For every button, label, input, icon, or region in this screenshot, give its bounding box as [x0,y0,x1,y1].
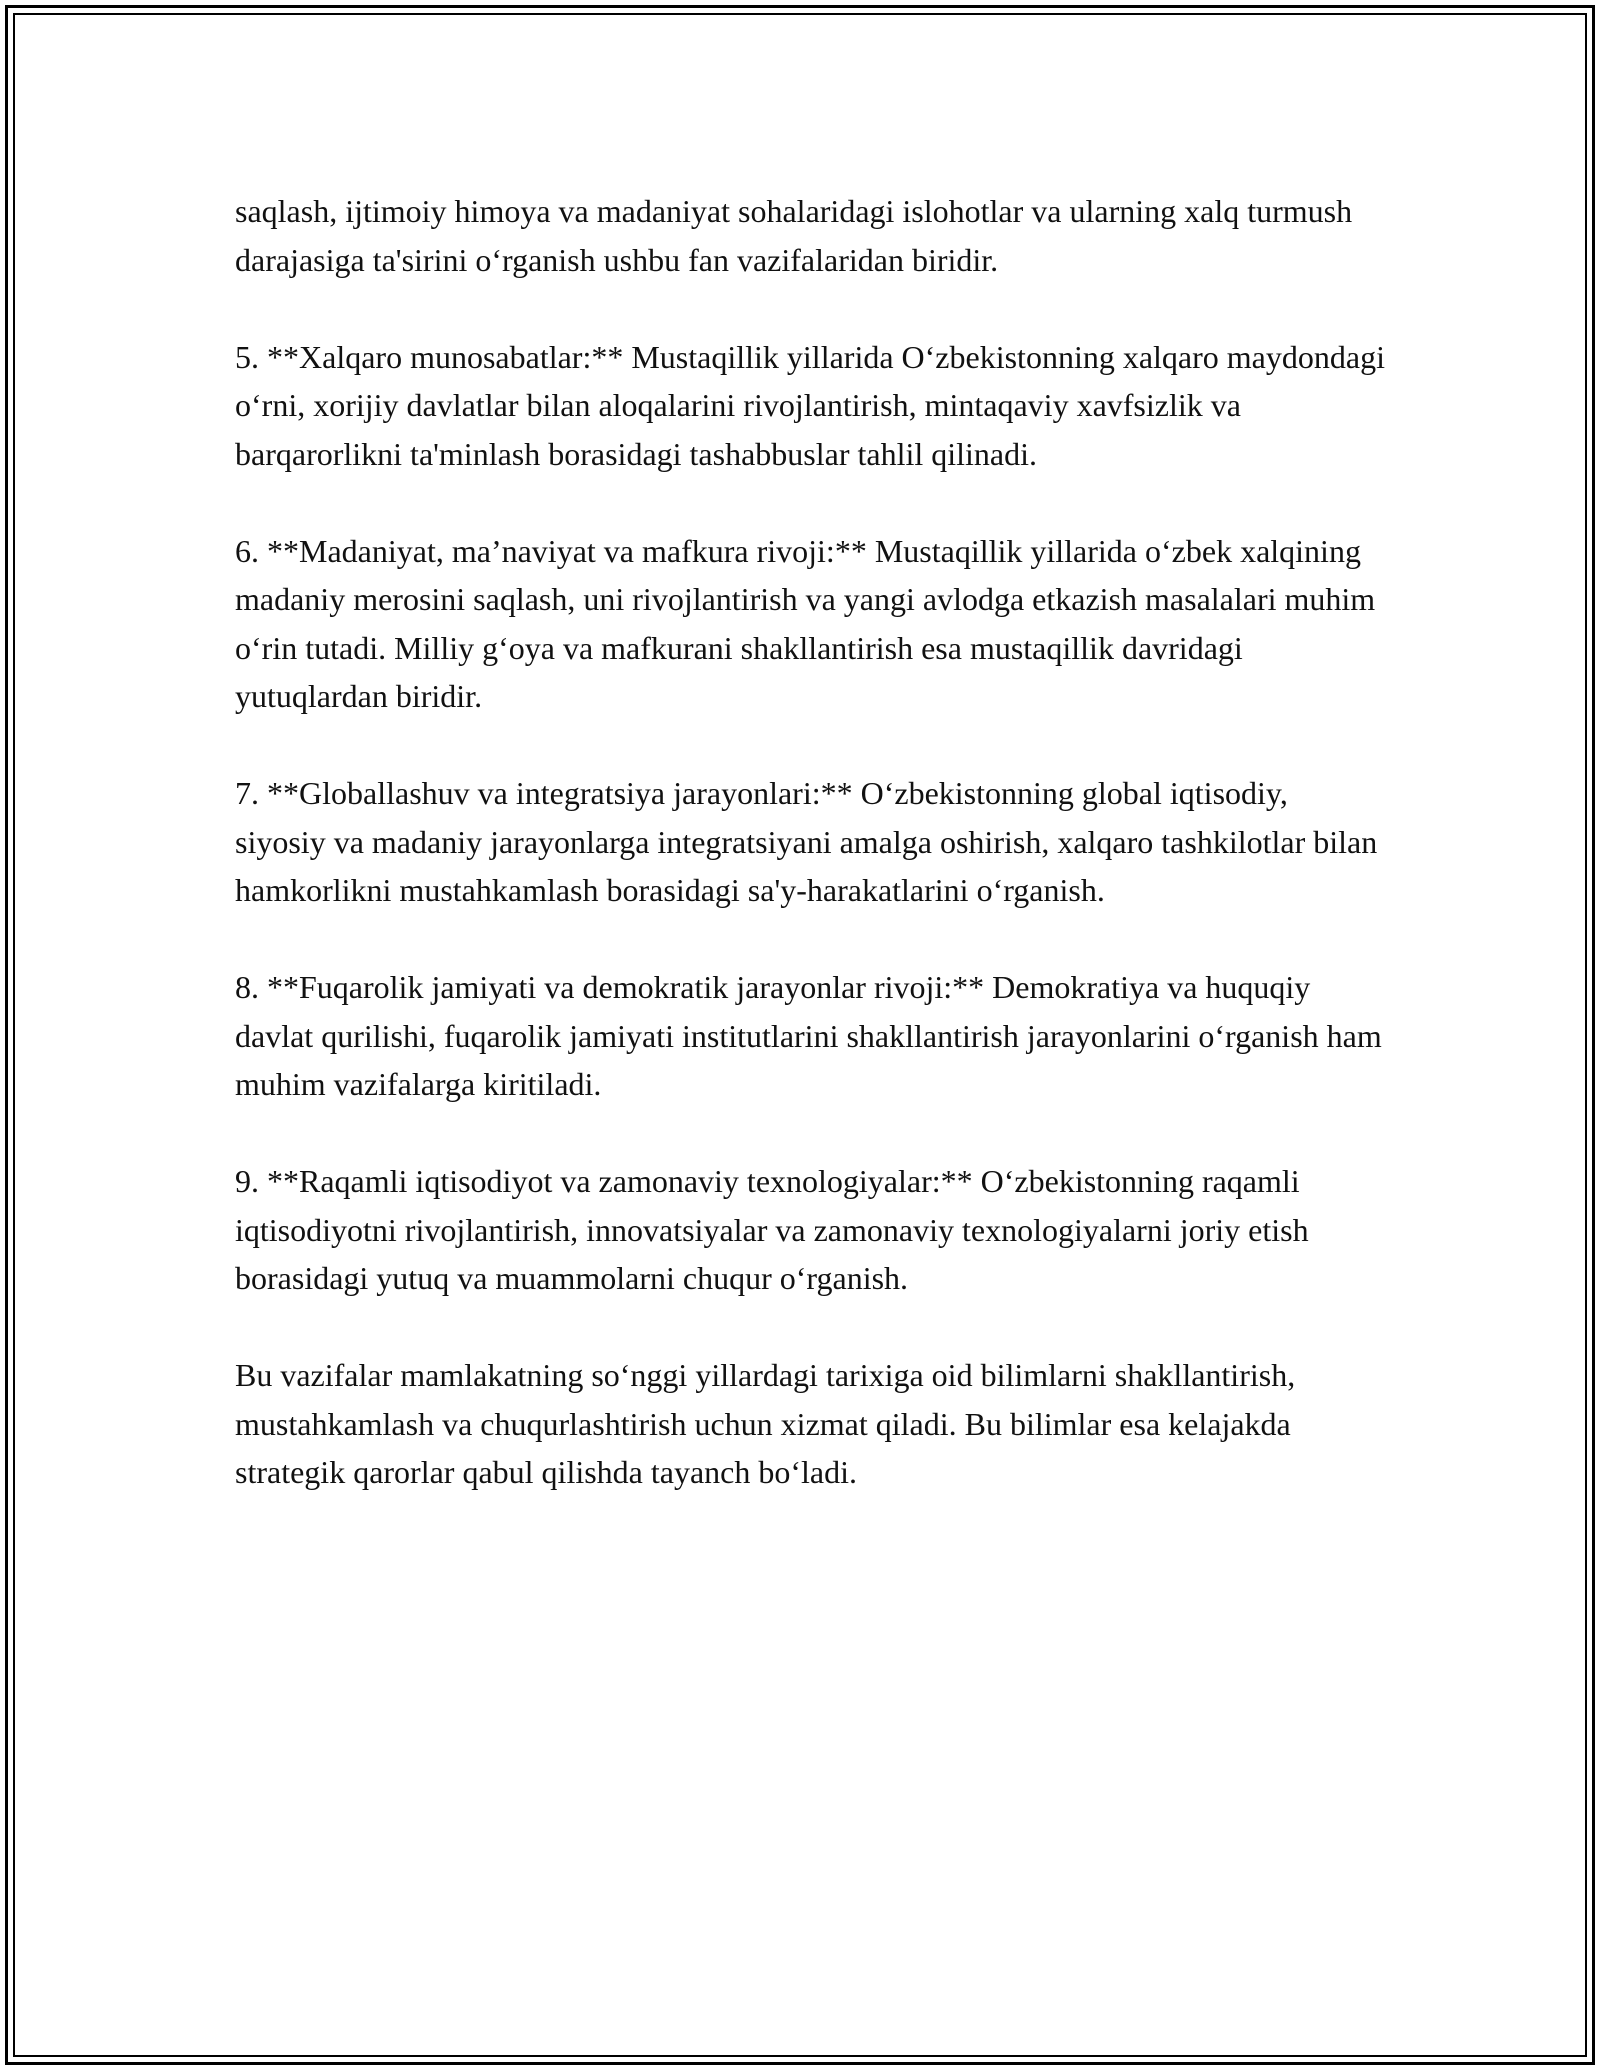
paragraph-item-5: 5. **Xalqaro munosabatlar:** Mustaqillik yillarida O‘zbekistonning xalqaro maydondagi o‘rni, xorijiy davlatlar bilan aloqalarini rivojlantirish, mintaqaviy xavfsizlik va barqarorlikni ta'minlash borasidagi tashabbuslar tahlil qilinadi. [235,338,1385,472]
paragraph-item-7: 7. **Globallashuv va integratsiya jarayonlari:** O‘zbekistonning global iqtisodiy, siyosiy va madaniy jarayonlarga integratsiyani amalga oshirish, xalqaro tashkilotlar bilan hamkorlikni mustahkamlash borasidagi sa'y-harakatlarini o‘rganish. [235,775,1378,908]
document-body [235,187,1385,1497]
paragraph-item-8: 8. **Fuqarolik jamiyati va demokratik jarayonlar rivoji:** Demokratiya va huquqiy davlat qurilishi, fuqarolik jamiyati institutlarini shakllantirish jarayonlarini o‘rganish ham muhim vazifalarga kiritiladi. [235,969,1382,1102]
paragraph-item-9: 9. **Raqamli iqtisodiyot va zamonaviy texnologiyalar:** O‘zbekistonning raqamli iqtisodiyotni rivojlantirish, innovatsiyalar va zamonaviy texnologiyalarni joriy etish borasidagi yutuq va muammolarni chuqur o‘rganish. [235,1163,1309,1296]
paragraph-item-6: 6. **Madaniyat, ma’naviyat va mafkura rivoji:** Mustaqillik yillarida o‘zbek xalqining madaniy merosini saqlash, uni rivojlantirish va yangi avlodga etkazish masalalari muhim o‘rin tutadi. Milliy g‘oya va mafkurani shakllantirish esa mustaqillik davridagi yutuqlardan biridir. [235,532,1376,714]
paragraph-continuation: saqlash, ijtimoiy himoya va madaniyat sohalaridagi islohotlar va ularning xalq turmush darajasiga ta'sirini o‘rganish ushbu fan vazifalaridan biridir. [235,193,1353,278]
paragraph-conclusion: Bu vazifalar mamlakatning so‘nggi yillardagi tarixiga oid bilimlarni shakllantirish, mustahkamlash va chuqurlashtirish uchun xizmat qiladi. Bu bilimlar esa kelajakda strategik qarorlar qabul qilishda tayanch bo‘ladi. [235,1357,1296,1490]
